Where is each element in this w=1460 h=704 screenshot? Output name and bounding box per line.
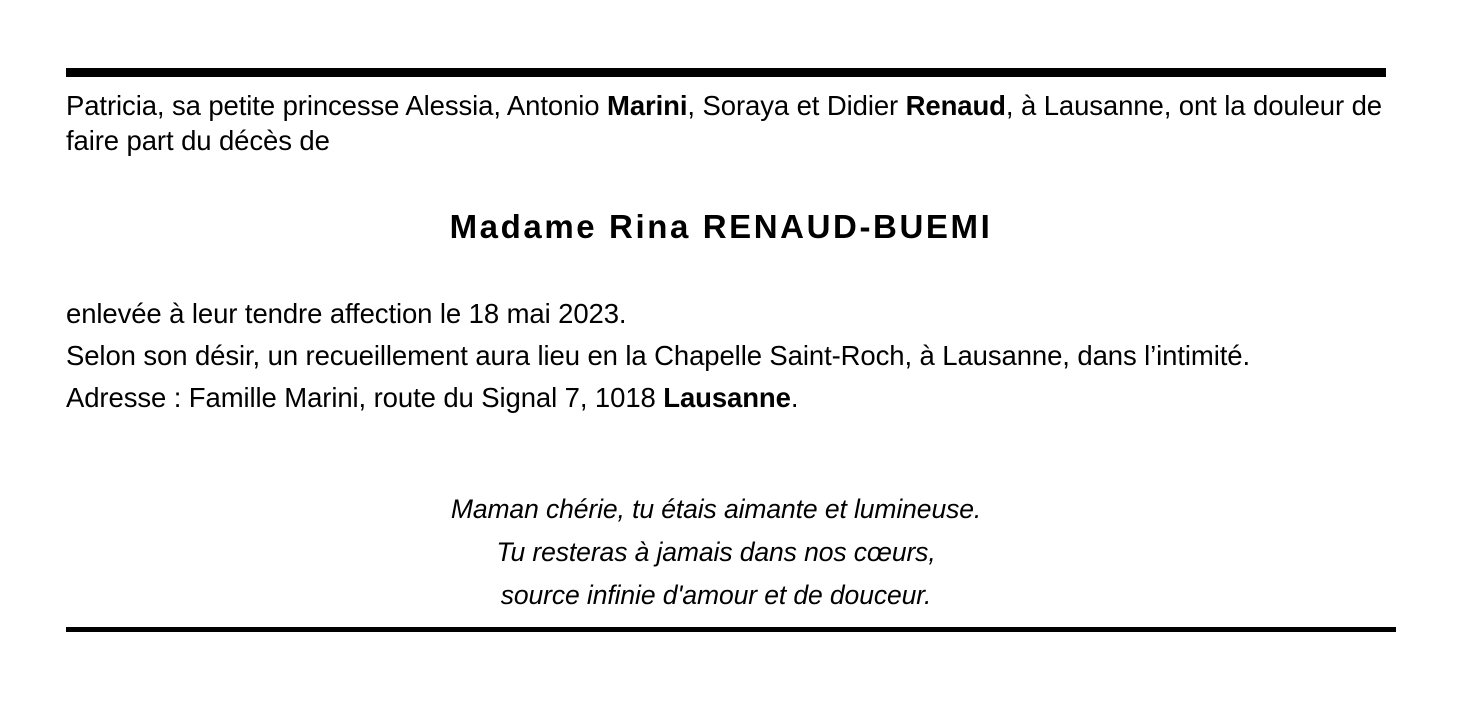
- address-period: .: [790, 381, 799, 413]
- epitaph-line-3: source infinie d'amour et de douceur.: [500, 579, 932, 610]
- ceremony-line: Selon son désir, un recueillement aura lieu en la Chapelle Saint-Roch, à Lausanne, dans l’intimité.: [66, 339, 1251, 371]
- intro-text-part3: , à Lausanne, ont la douleur de faire part du décès de: [66, 90, 1382, 157]
- family-name-marini: Marini: [607, 90, 688, 121]
- family-name-renaud: Renaud: [905, 90, 1006, 121]
- top-divider-rule: [66, 68, 1386, 77]
- notice-body: [66, 88, 1396, 610]
- intro-text-part2: , Soraya et Didier: [687, 90, 906, 121]
- address-text: Adresse : Famille Marini, route du Signal 7, 1018: [66, 381, 664, 413]
- service-details: [66, 293, 1396, 418]
- bottom-divider-rule: [66, 627, 1396, 632]
- address-city: Lausanne: [663, 381, 791, 413]
- epitaph-line-1: Maman chérie, tu étais aimante et lumineuse.: [450, 494, 982, 524]
- deceased-name: Madame Rina RENAUD-BUEMI: [449, 208, 993, 245]
- passing-date-line: enlevée à leur tendre affection le 18 mai 2023.: [66, 298, 627, 329]
- announcement-intro: [66, 88, 1386, 158]
- intro-text-part1: Patricia, sa petite princesse Alessia, Antonio: [66, 90, 608, 121]
- address-line: [66, 377, 1396, 419]
- epitaph-verse: [66, 488, 1366, 617]
- epitaph-line-2: Tu resteras à jamais dans nos cœurs,: [496, 536, 936, 567]
